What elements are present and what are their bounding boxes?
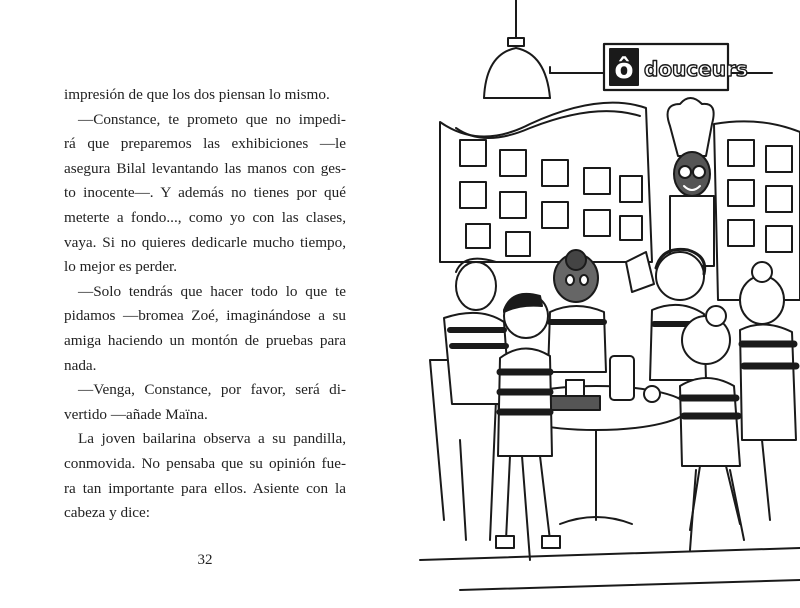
text-line: pidamos —bromea Zoé, imaginándose a su	[64, 307, 346, 325]
paragraph-4	[64, 378, 346, 427]
kid-freckles	[680, 306, 740, 530]
text-line: nada.	[64, 356, 97, 374]
text-line: —Solo tendrás que hacer todo lo que te	[78, 282, 346, 300]
text-line: cabeza y dice:	[64, 504, 151, 522]
kid-girl-center	[548, 250, 606, 372]
paragraph-3	[64, 280, 346, 378]
text-line: meterte a fondo..., como yo con las clases,	[64, 208, 346, 226]
page-number: 32	[197, 552, 213, 568]
paragraph-1	[64, 83, 346, 108]
text-line: —Constance, te prometo que no impedi-	[78, 110, 346, 128]
text-line: rá que preparemos las exhibiciones —le	[64, 135, 346, 153]
text-line: —Venga, Constance, por favor, será di-	[78, 381, 346, 399]
window-left	[440, 103, 652, 262]
text-line: La joven bailarina observa a su pandilla,	[78, 430, 346, 448]
sign-glyph: ô	[614, 52, 634, 85]
text-line: conmovida. No pensaba que su opinión fue-	[64, 454, 346, 472]
text-block	[64, 83, 346, 526]
right-page	[400, 0, 800, 608]
paragraph-2	[64, 108, 346, 280]
text-line: impresión de que los dos piensan lo mismo.	[64, 86, 330, 103]
text-line: ra tan importante para ellos. Asiente con la	[64, 479, 346, 497]
text-line: asegura Bilal levantando las manos con ges-	[64, 159, 346, 177]
shop-sign	[550, 44, 772, 90]
floor	[420, 548, 800, 590]
text-line: lo mejor es perder.	[64, 258, 178, 276]
paragraph-5	[64, 427, 346, 525]
text-line: amiga haciendo un montón de pruebas para	[64, 331, 346, 349]
sign-word: douceurs	[644, 57, 748, 81]
text-line: to inocente—. Y además no tienes por qué	[64, 184, 346, 202]
chef-character	[668, 98, 714, 266]
cafe-illustration	[400, 0, 800, 608]
text-line: vertido —añade Maïna.	[64, 405, 208, 423]
pendant-lamp-icon	[484, 0, 550, 98]
text-line: vaya. Si no quieres dedicarle mucho tiempo,	[64, 233, 346, 251]
